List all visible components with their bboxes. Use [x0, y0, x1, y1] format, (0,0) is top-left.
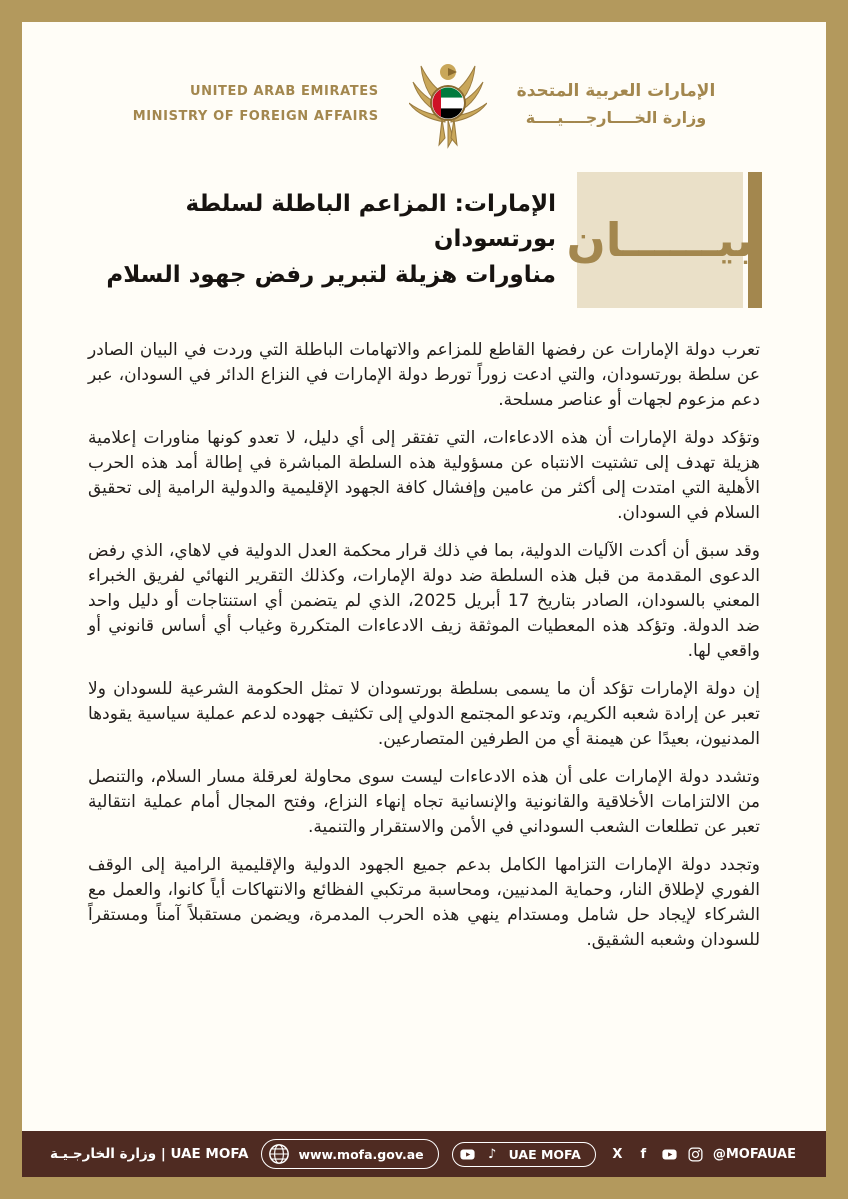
ministry-en-line1: UNITED ARAB EMIRATES: [189, 83, 379, 99]
x-icon: X: [612, 1146, 623, 1162]
instagram-icon: [687, 1146, 704, 1163]
social-handle-group: [609, 1146, 798, 1163]
header: [22, 22, 826, 164]
ministry-logotype-ar: [517, 81, 716, 127]
statement-label: بيــــــان: [566, 213, 754, 267]
ministry-en-line2: MINISTRY OF FOREIGN AFFAIRS: [132, 109, 379, 124]
footer: [22, 1131, 826, 1177]
channel-name: UAE MOFA: [508, 1146, 581, 1162]
body-paragraph: وقد سبق أن أكدت الآليات الدولية، بما في ذلك قرار محكمة العدل الدولية في لاهاي، الذي رفض الدعوى المقدمة من قبل هذه السلطة ضد دولة الإمارات، وكذلك التقرير النهائي لفريق الخبراء المعني بالسودان، الصادر بتاريخ 17 أبريل 2025، الذي لم يتضمن أي استنتاجات أو دليل واحد ضد الدولة. وتؤكد هذه المعطيات الموثقة زيف الادعاءات المتكررة وغياب أي أساس قانوني أو واقعي لها.: [88, 541, 760, 661]
globe-icon: [268, 1143, 290, 1165]
tiktok-icon: ♪: [487, 1146, 497, 1162]
youtube-icon: [661, 1146, 678, 1163]
social-handle: @MOFAUAE: [712, 1146, 796, 1162]
statement-body: [22, 320, 826, 1131]
statement-band: [22, 164, 826, 320]
footer-brand: وزارة الخارجـيـة | UAE MOFA: [50, 1146, 249, 1162]
uae-falcon-emblem: [409, 58, 487, 150]
ministry-ar-line2: وزارة الخــــارجــــيــــة: [525, 108, 707, 127]
ministry-logotype-en: [133, 79, 379, 130]
youtube-icon: [459, 1146, 476, 1163]
body-paragraph: إن دولة الإمارات تؤكد أن ما يسمى بسلطة بورتسودان لا تمثل الحكومة الشرعية للسودان ولا تعبر عن إرادة شعبه الكريم، وتدعو المجتمع الدولي إلى تكثيف جهوده لدعم عملية سياسية يقودها المدنيون، بعيدًا عن هيمنة أي من الطرفين المتصارعين.: [88, 679, 760, 749]
ministry-ar-line1: الإمارات العربية المتحدة: [516, 81, 716, 101]
body-paragraph: وتجدد دولة الإمارات التزامها الكامل بدعم جميع الجهود الدولية والإقليمية الرامية إلى الوقف الفوري لإطلاق النار، وحماية المدنيين، ومحاسبة مرتكبي الفظائع والانتهاكات أياً كانوا، والعمل مع الشركاء لإيجاد حل شامل ومستدام ينهي هذه الحرب المدمرة، ويضمن مستقبلاً آمناً ومستقراً للسودان وشعبه الشقيق.: [88, 855, 760, 950]
statement-headline: [86, 187, 556, 294]
headline-line2: مناورات هزيلة لتبرير رفض جهود السلام: [106, 261, 556, 288]
website-url: www.mofa.gov.ae: [298, 1146, 424, 1162]
statement-sheet: [22, 22, 826, 1177]
body-paragraph: وتشدد دولة الإمارات على أن هذه الادعاءات ليست سوى محاولة لعرقلة مسار السلام، والتنصل من الالتزامات الأخلاقية والقانونية والإنسانية تجاه إنهاء النزاع، وفتح المجال أمام عملية انتقالية تعبر عن تطلعات الشعب السوداني في الأمن والاستقرار والتنمية.: [88, 767, 760, 837]
body-paragraph: تعرب دولة الإمارات عن رفضها القاطع للمزاعم والاتهامات الباطلة التي وردت في البيان الصادر عن سلطة بورتسودان، والتي ادعت زوراً تورط دولة الإمارات في النزاع الدائر في السودان، عبر دعم مزعوم لجهات أو عناصر مسلحة.: [88, 340, 760, 410]
body-paragraph: وتؤكد دولة الإمارات أن هذه الادعاءات، التي تفتقر إلى أي دليل، لا تعدو كونها مناورات إعلامية هزيلة تهدف إلى تشتيت الانتباه عن مسؤولية هذه السلطة المباشرة في إطالة أمد هذه الحرب الأهلية التي امتدت إلى أكثر من عامين وإفشال كافة الجهود الإقليمية والدولية الرامية إلى تحقيق السلام في السودان.: [88, 428, 760, 523]
headline-line1: الإمارات: المزاعم الباطلة لسلطة بورتسودان: [185, 190, 556, 253]
facebook-icon: f: [640, 1146, 647, 1162]
channels-pill: [452, 1142, 596, 1167]
statement-banner: [566, 172, 754, 308]
website-pill: [261, 1139, 438, 1169]
